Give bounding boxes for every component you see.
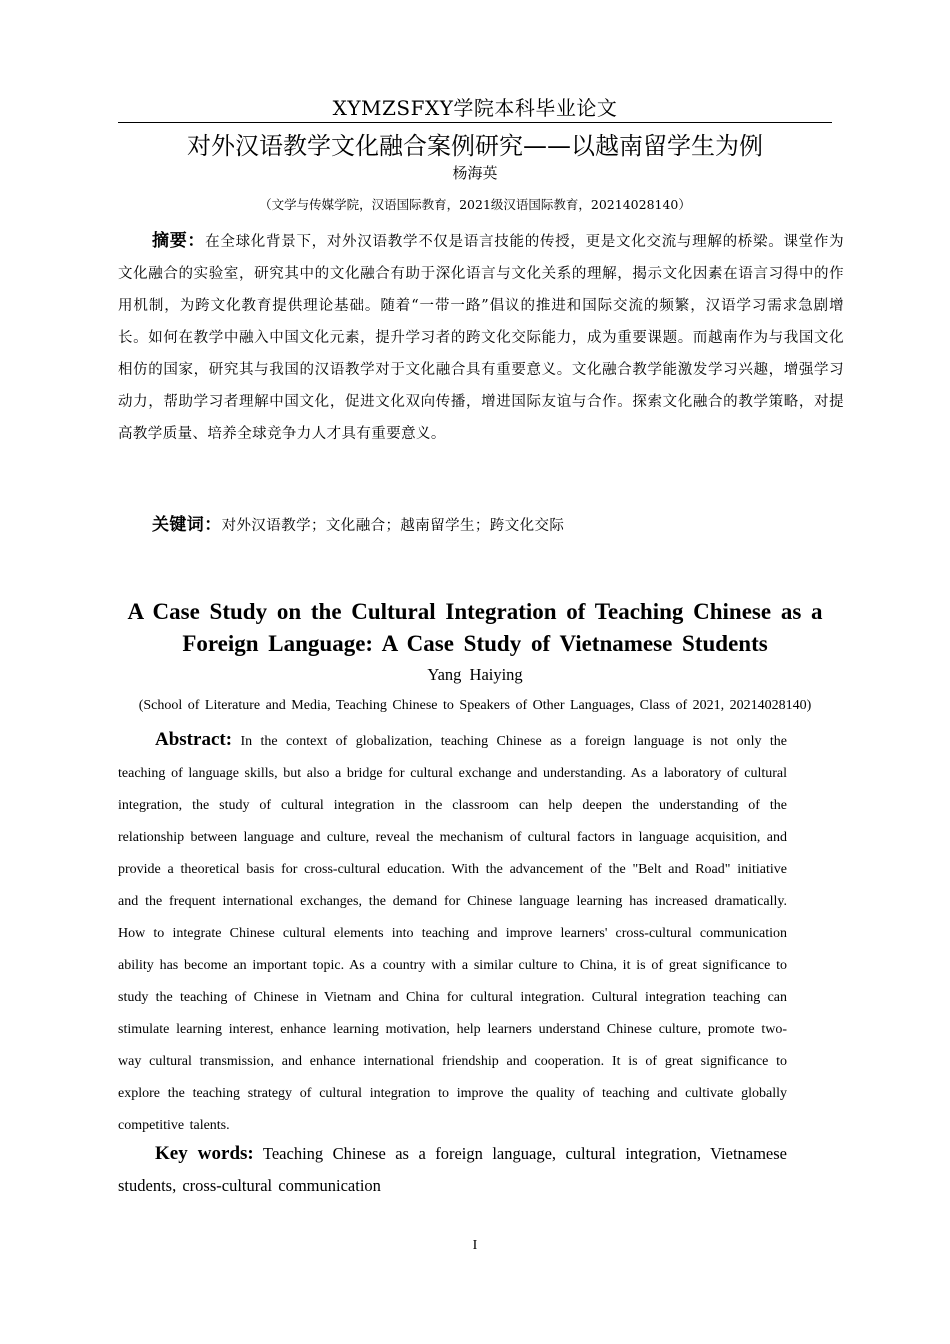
chinese-keywords-text: 对外汉语教学；文化融合；越南留学生；跨文化交际 <box>221 518 565 534</box>
chinese-abstract-label: 摘要： <box>152 231 206 251</box>
english-abstract-text: In the context of globalization, teaching Chinese as a foreign language is not only the teaching of language skills, but also a bridge for cultural exchange and understanding. As a laboratory of cultural integration, the study of cultural integration in the classroom can help deepen the understanding of the relationship between language and culture, reveal the mechanism of cultural factors in language acquisition, and provide a theoretical basis for cross-cultural education. With the advancement of the "Belt and Road" initiative and the frequent international exchanges, the demand for Chinese language learning has increased dramatically. How to integrate Chinese cultural elements into teaching and improve learners' cross-cultural communication ability has become an important topic. As a country with a similar culture to China, it is of great significance to study the teaching of Chinese in Vietnam and China for cultural integration. Cultural integration teaching can stimulate learning interest, enhance learning motivation, help learners understand Chinese culture, promote two-way cultural transmission, and enhance international friendship and cooperation. It is of great significance to explore the teaching strategy of cultural integration to improve the quality of teaching and cultivate globally competitive talents. <box>118 734 788 1133</box>
header-rule <box>118 122 832 123</box>
chinese-abstract-text: 在全球化背景下，对外汉语教学不仅是语言技能的传授，更是文化交流与理解的桥梁。课堂作为文化融合的实验室，研究其中的文化融合有助于深化语言与文化关系的理解，揭示文化因素在语言习得中的作用机制，为跨文化教育提供理论基础。随着“一带一路”倡议的推进和国际交流的频繁，汉语学习需求急剧增长。如何在教学中融入中国文化元素，提升学习者的跨文化交际能力，成为重要课题。而越南作为与我国文化相仿的国家，研究其与我国的汉语教学对于文化融合具有重要意义。文化融合教学能激发学习兴趣，增强学习动力，帮助学习者理解中国文化，促进文化双向传播，增进国际友谊与合作。探索文化融合的教学策略，对提高教学质量、培养全球竞争力人才具有重要意义。 <box>118 234 844 442</box>
chinese-keywords-label: 关键词： <box>152 515 222 535</box>
chinese-affiliation: （文学与传媒学院，汉语国际教育，2021级汉语国际教育，20214028140） <box>259 197 691 212</box>
english-author: Yang Haiying <box>427 665 523 684</box>
chinese-keywords <box>152 510 832 535</box>
english-keywords-label: Key words: <box>155 1143 254 1164</box>
page-number: I <box>472 1238 478 1253</box>
running-header: XYMZSFXY学院本科毕业论文 <box>332 96 618 120</box>
english-keywords-text: Teaching Chinese as a foreign language, cultural integration, Vietnamese students, cross-cultural communication <box>118 1144 787 1195</box>
english-abstract <box>118 724 787 1142</box>
chinese-author: 杨海英 <box>452 164 498 182</box>
english-abstract-label: Abstract: <box>155 729 233 750</box>
chinese-title: 对外汉语教学文化融合案例研究——以越南留学生为例 <box>187 132 763 160</box>
english-title: A Case Study on the Cultural Integration of Teaching Chinese as a Foreign Language: A Case Study of Vietnamese Students <box>127 599 823 656</box>
english-keywords <box>118 1138 787 1202</box>
chinese-abstract <box>118 225 844 450</box>
english-affiliation: (School of Literature and Media, Teaching Chinese to Speakers of Other Languages, Class of 2021, 20214028140) <box>138 698 812 713</box>
